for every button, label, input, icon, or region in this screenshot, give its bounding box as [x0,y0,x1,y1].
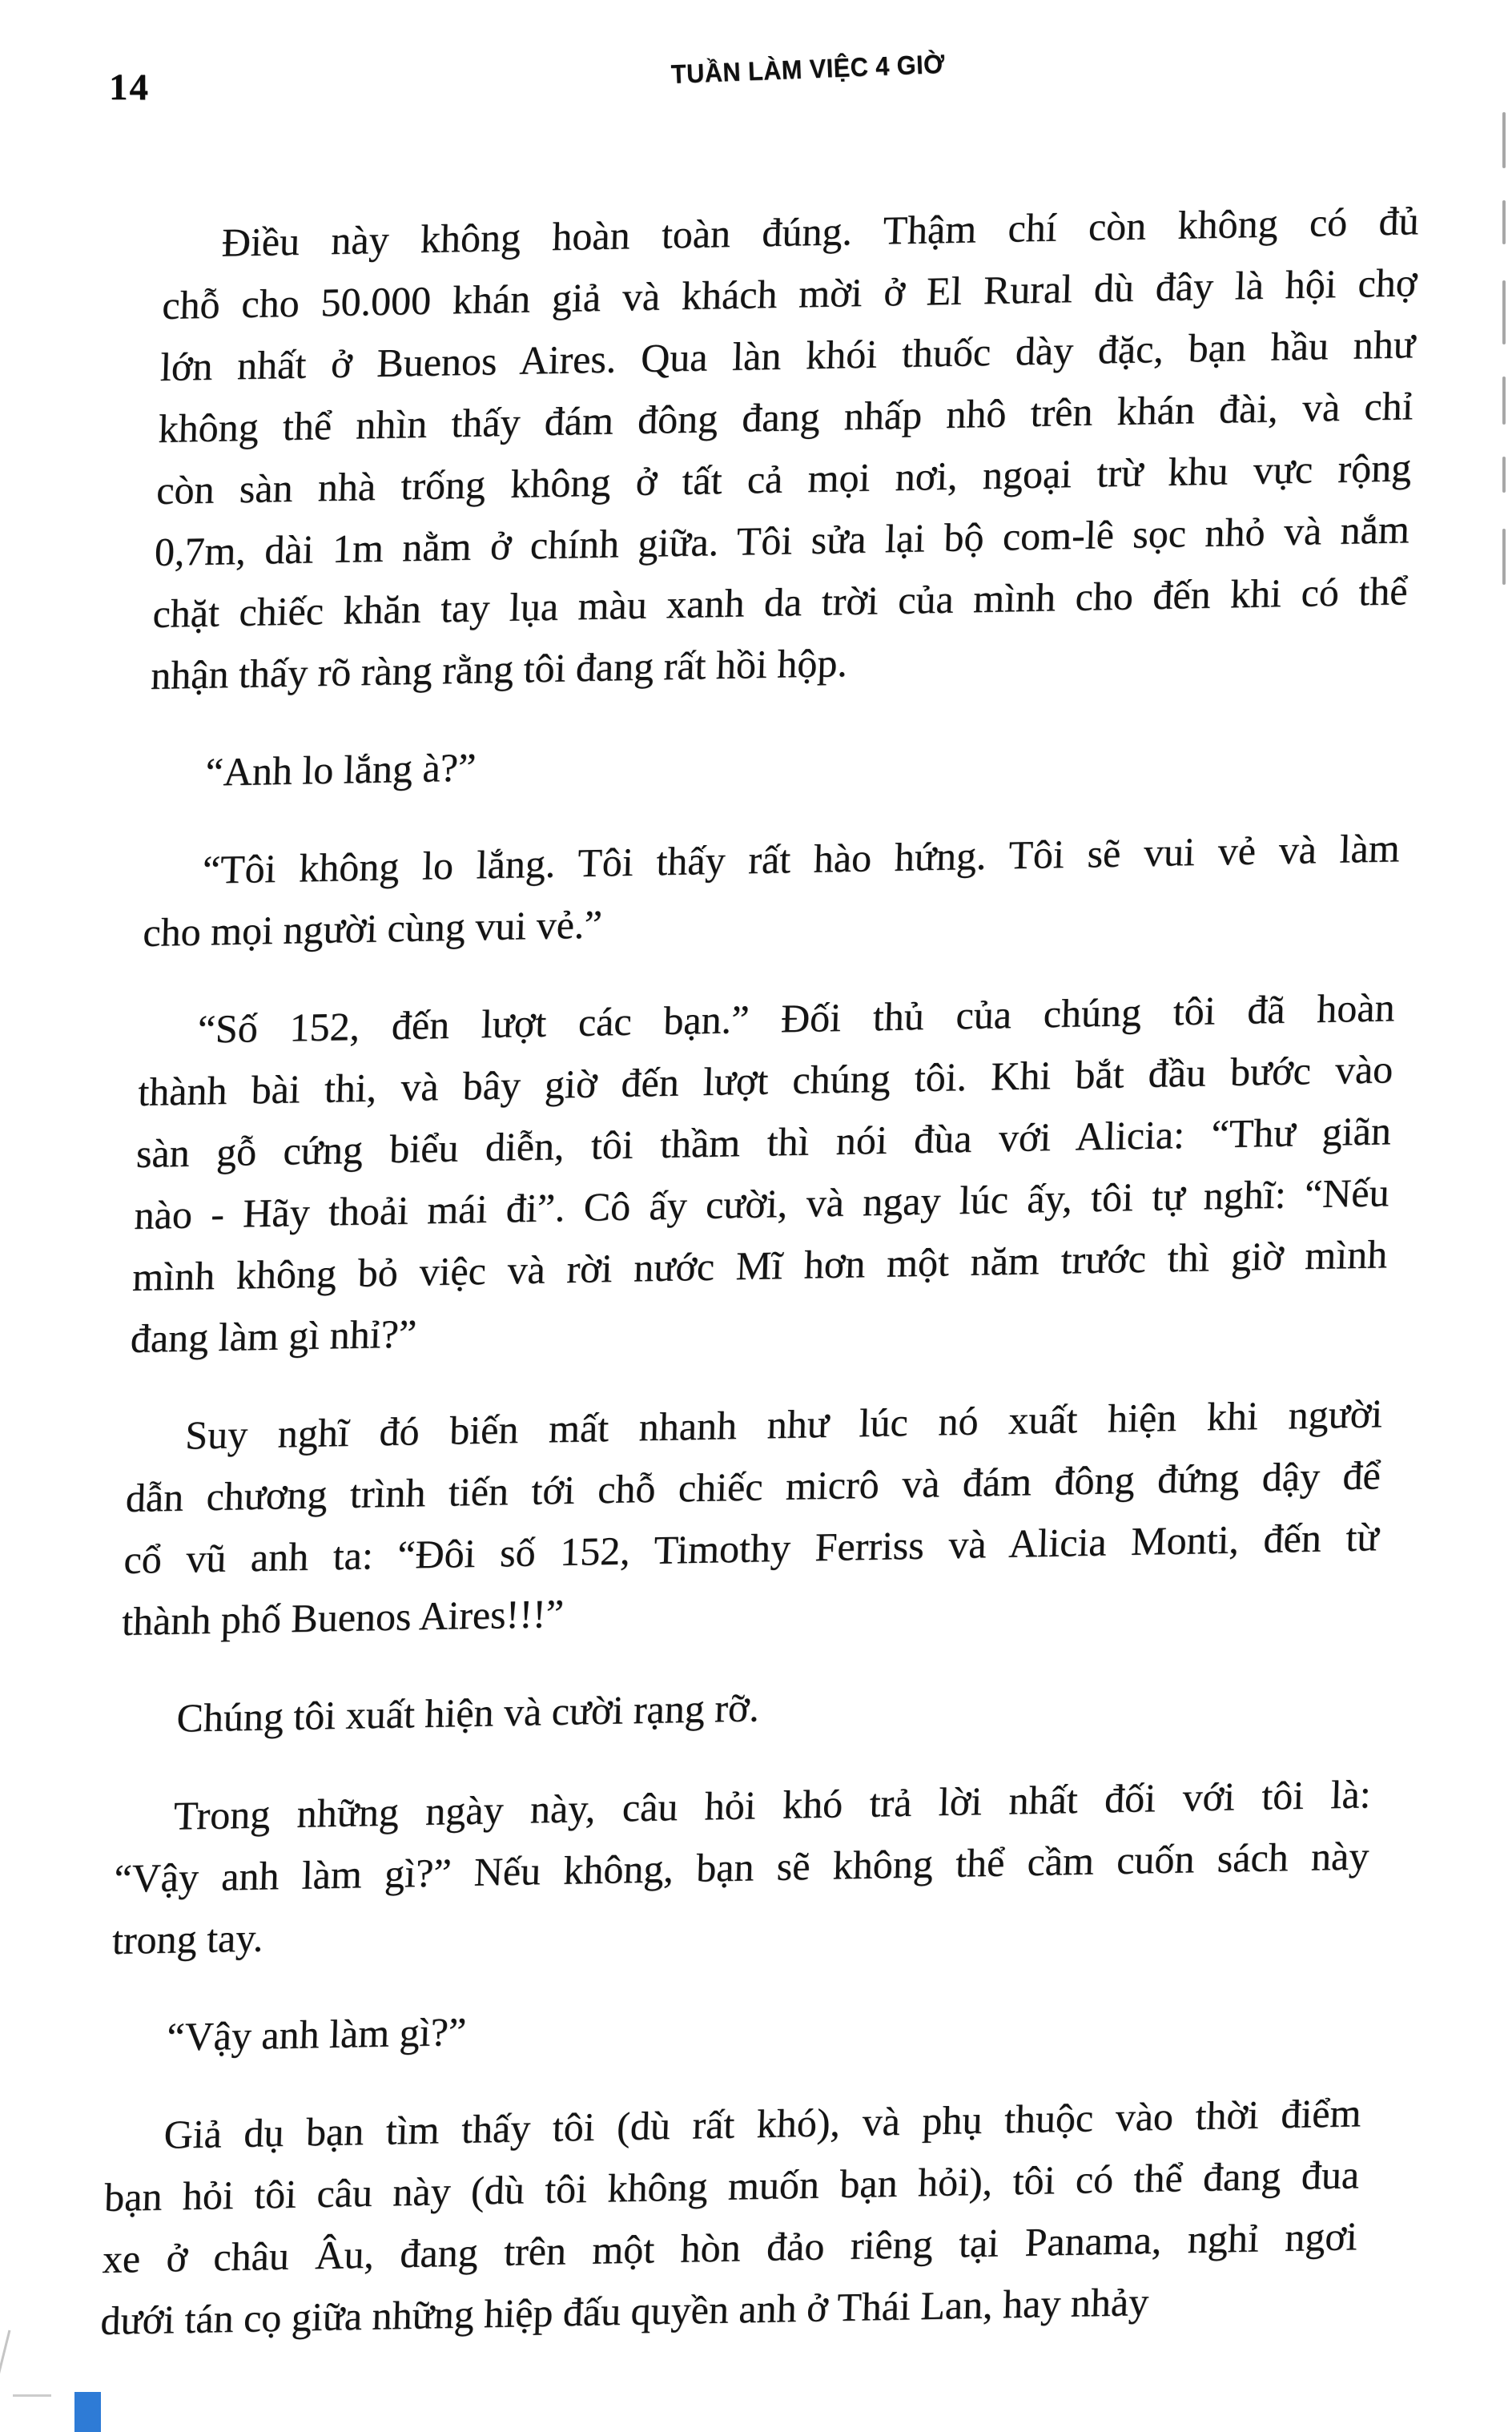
body-text [99,190,1420,2388]
text-line: cho mọi người cùng vui vẻ.” [142,901,603,955]
scan-smudge [0,2330,10,2386]
text-line: Trong những ngày này, câu hỏi khó trả lời nhất đối với tôi là: [173,1771,1372,1838]
paragraph [108,1984,1365,2069]
paragraph [130,976,1396,1370]
text-line: lớn nhất ở Buenos Aires. Qua làn khói thuốc dày đặc, bạn hầu như [159,321,1416,389]
text-line: đang làm gì nhỉ?” [130,1311,417,1361]
text-line: chỗ cho 50.000 khán giả và khách mời ở El Rural dù đây là hội chợ [161,260,1418,328]
paragraph [142,817,1401,964]
text-line: Điều này không hoàn toàn đúng. Thậm chí còn không có đủ [221,198,1420,265]
text-line: dưới tán cọ giữa những hiệp đấu quyền anh ở Thái Lan, hay nhảy [99,2279,1150,2343]
paragraph [118,1665,1374,1750]
text-line: “Anh lo lắng à?” [204,744,477,795]
text-line: xe ở châu Âu, đang trên một hòn đảo riêng tại Panama, nghỉ ngơi [102,2213,1358,2281]
paragraph [147,719,1403,804]
text-line: trong tay. [111,1915,264,1963]
scan-smudge [13,2394,51,2397]
text-line: nào - Hãy thoải mái đi”. Cô ấy cười, và ngay lúc ấy, tôi tự nghĩ: “Nếu [133,1170,1390,1238]
text-line: thành bài thi, và bây giờ đến lượt chúng tôi. Khi bắt đầu bước vào [137,1046,1394,1114]
running-header: TUẦN LÀM VIỆC 4 GIỜ [670,48,946,89]
text-line: mình không bỏ việc và rời nước Mĩ hơn một năm trước thì giờ mình [131,1231,1389,1299]
text-line: còn sàn nhà trống không ở tất cả mọi nơi, ngoại trừ khu vực rộng [155,445,1413,513]
text-line: Suy nghĩ đó biến mất nhanh như lúc nó xuất hiện khi người [184,1391,1384,1458]
paragraph [111,1763,1372,1971]
text-line: 0,7m, dài 1m nằm ở chính giữa. Tôi sửa lại bộ com-lê sọc nhỏ và nắm [154,506,1410,574]
text-line: “Vậy anh làm gì?” Nếu không, bạn sẽ không thể cầm cuốn sách này [113,1833,1370,1901]
paragraph [150,190,1420,707]
text-line: “Vậy anh làm gì?” [166,2008,467,2060]
text-line: dẫn chương trình tiến tới chỗ chiếc micrô và đám đông đứng dậy để [125,1452,1381,1520]
text-line: “Tôi không lo lắng. Tôi thấy rất hào hứng. Tôi sẽ vui vẻ và làm [202,825,1401,892]
text-line: thành phố Buenos Aires!!!” [121,1590,565,1644]
paragraph [121,1383,1383,1653]
text-line: không thể nhìn thấy đám đông đang nhấp nhô trên khán đài, và chỉ [157,383,1414,451]
scan-edge-artifact [1496,112,1507,609]
text-line: sàn gỗ cứng biểu diễn, tôi thầm thì nói đùa với Alicia: “Thư giãn [135,1108,1392,1176]
text-line: bạn hỏi tôi câu này (dù tôi không muốn bạn hỏi), tôi có thể đang đua [103,2152,1361,2220]
text-line: nhận thấy rõ ràng rằng tôi đang rất hồi hộp. [150,640,848,698]
text-line: Giả dụ bạn tìm thấy tôi (dù rất khó), và phụ thuộc vào thời điểm [163,2090,1362,2157]
paragraph [99,2082,1361,2352]
page-number: 14 [109,66,150,108]
corner-mark [74,2392,101,2432]
text-line: “Số 152, đến lượt các bạn.” Đối thủ của chúng tôi đã hoàn [197,984,1396,1052]
text-line: cổ vũ anh ta: “Đôi số 152, Timothy Ferriss và Alicia Monti, đến từ [123,1514,1380,1582]
text-line: Chúng tôi xuất hiện và cười rạng rỡ. [175,1685,760,1741]
text-line: chặt chiếc khăn tay lụa màu xanh da trời của mình cho đến khi có thể [151,568,1409,636]
